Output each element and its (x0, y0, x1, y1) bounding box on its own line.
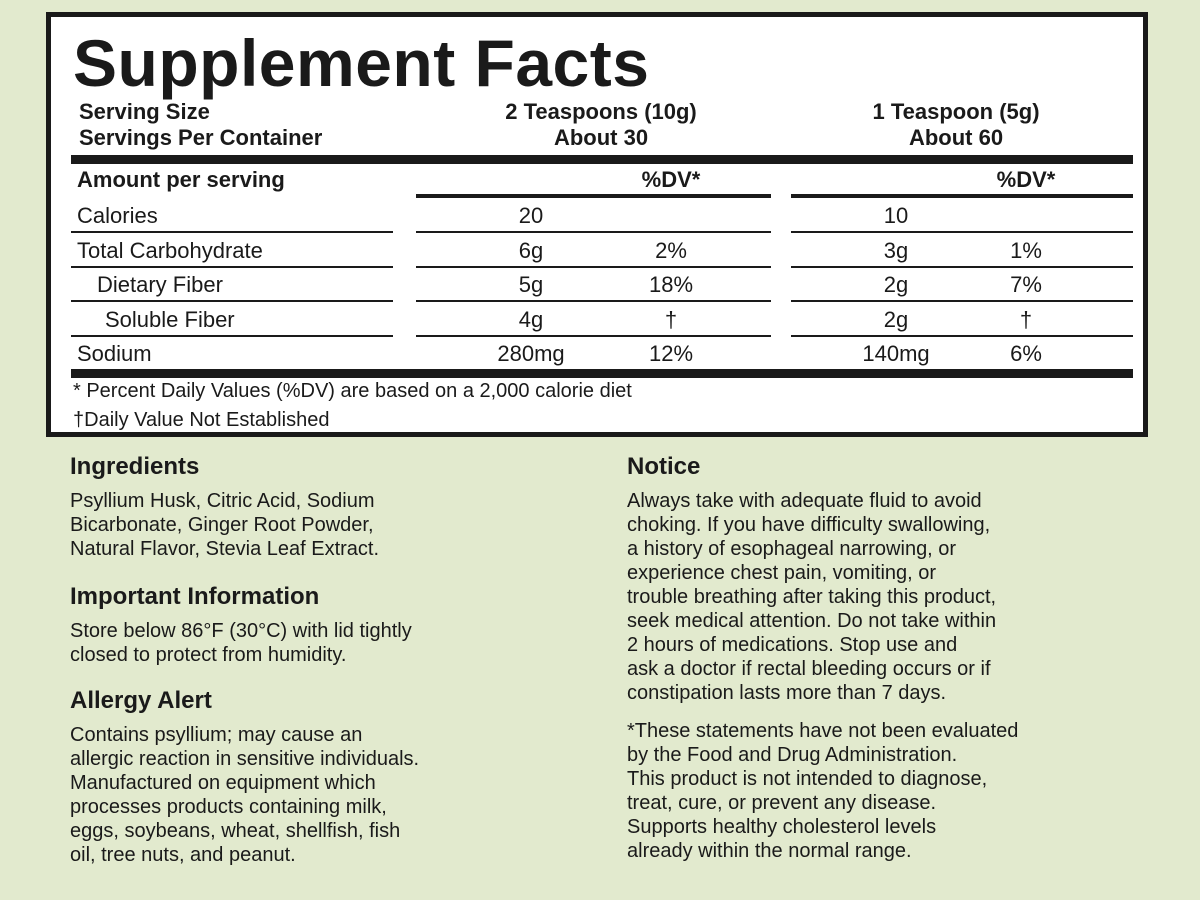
row-divider (791, 231, 1133, 233)
notice-line: constipation lasts more than 7 days. (627, 682, 947, 704)
notice-line: a history of esophageal narrowing, or (627, 538, 957, 560)
row-dietary-fiber-amount-col2: 2g (883, 272, 909, 297)
row-total-carbohydrate-dv-col1: 2% (655, 238, 687, 263)
row-sodium-dv-col2: 6% (1010, 341, 1042, 366)
dv-footnote: * Percent Daily Values (%DV) are based on a 2,000 calorie diet (73, 380, 632, 402)
allergy-alert-heading: Allergy Alert (70, 687, 212, 714)
row-divider (71, 300, 393, 302)
row-sodium-dv-col1: 12% (648, 341, 694, 366)
dagger-footnote: †Daily Value Not Established (73, 409, 330, 431)
notice-heading: Notice (627, 453, 701, 480)
row-divider (71, 266, 393, 268)
row-divider (416, 266, 771, 268)
row-divider (416, 300, 771, 302)
row-soluble-fiber-amount-col1: 4g (518, 307, 544, 332)
row-divider (791, 300, 1133, 302)
allergy-alert-line: allergic reaction in sensitive individuals. (70, 748, 420, 770)
notice-section (627, 453, 996, 705)
allergy-alert-line: eggs, soybeans, wheat, shellfish, fish (70, 820, 401, 842)
important-information-heading: Important Information (70, 583, 320, 610)
disclaimer-line: already within the normal range. (627, 840, 912, 862)
row-divider (416, 231, 771, 233)
row-sodium-amount-col2: 140mg (862, 341, 930, 366)
notice-line: 2 hours of medications. Stop use and (627, 634, 958, 656)
row-divider (791, 266, 1133, 268)
col2-dv-header: %DV* (996, 167, 1056, 192)
allergy-alert-line: processes products containing milk, (70, 796, 387, 818)
ingredients-line: Bicarbonate, Ginger Root Powder, (70, 514, 374, 536)
notice-line: choking. If you have difficulty swallowing, (627, 514, 991, 536)
servings-per-container-label: Servings Per Container (79, 125, 323, 150)
allergy-alert-line: Contains psyllium; may cause an (70, 724, 363, 746)
disclaimer-line: *These statements have not been evaluated (627, 720, 1019, 742)
supplement-facts-panel (46, 12, 1148, 437)
row-divider (416, 335, 771, 337)
notice-line: seek medical attention. Do not take within (627, 610, 997, 632)
notice-line: trouble breathing after taking this product, (627, 586, 997, 608)
row-divider (71, 335, 393, 337)
row-soluble-fiber-dv-col2: † (1019, 307, 1033, 332)
ingredients-section (70, 453, 379, 561)
allergy-alert-line: oil, tree nuts, and peanut. (70, 844, 296, 866)
disclaimer-line: Supports healthy cholesterol levels (627, 816, 937, 838)
row-total-carbohydrate-amount-col1: 6g (518, 238, 544, 263)
row-sodium-amount-col1: 280mg (497, 341, 565, 366)
notice-line: experience chest pain, vomiting, or (627, 562, 937, 584)
col1-header-rule (416, 194, 771, 198)
ingredients-heading: Ingredients (70, 453, 200, 480)
important-information-section (70, 583, 412, 667)
disclaimer-line: This product is not intended to diagnose, (627, 768, 988, 790)
row-soluble-fiber-amount-col2: 2g (883, 307, 909, 332)
serving-size-label: Serving Size (79, 99, 210, 124)
important-information-line: closed to protect from humidity. (70, 644, 347, 666)
row-divider (71, 231, 393, 233)
panel-title: Supplement Facts (73, 26, 650, 100)
row-divider (791, 335, 1133, 337)
col2-header-rule (791, 194, 1133, 198)
ingredients-line: Psyllium Husk, Citric Acid, Sodium (70, 490, 375, 512)
row-total-carbohydrate-label: Total Carbohydrate (77, 238, 263, 263)
disclaimer-line: treat, cure, or prevent any disease. (627, 792, 937, 814)
col1-serving-size: 2 Teaspoons (10g) (505, 99, 697, 124)
important-information-line: Store below 86°F (30°C) with lid tightly (70, 620, 412, 642)
fda-disclaimer (627, 719, 1018, 863)
col1-servings-per-container: About 30 (553, 125, 649, 150)
col1-dv-header: %DV* (641, 167, 701, 192)
allergy-alert-line: Manufactured on equipment which (70, 772, 376, 794)
amount-per-serving-label: Amount per serving (77, 167, 285, 192)
ingredients-line: Natural Flavor, Stevia Leaf Extract. (70, 538, 380, 560)
thick-rule (71, 369, 1133, 378)
notice-line: Always take with adequate fluid to avoid (627, 490, 982, 512)
col2-servings-per-container: About 60 (908, 125, 1004, 150)
notice-line: ask a doctor if rectal bleeding occurs or if (627, 658, 991, 680)
row-dietary-fiber-dv-col2: 7% (1010, 272, 1042, 297)
row-soluble-fiber-dv-col1: † (664, 307, 678, 332)
row-calories-label: Calories (77, 203, 158, 228)
row-total-carbohydrate-amount-col2: 3g (883, 238, 909, 263)
thick-rule (71, 155, 1133, 164)
col2-serving-size: 1 Teaspoon (5g) (872, 99, 1040, 124)
row-soluble-fiber-label: Soluble Fiber (105, 307, 235, 332)
row-calories-amount-col2: 10 (883, 203, 909, 228)
row-dietary-fiber-dv-col1: 18% (648, 272, 694, 297)
allergy-alert-section (70, 687, 419, 867)
row-dietary-fiber-label: Dietary Fiber (97, 272, 223, 297)
row-total-carbohydrate-dv-col2: 1% (1010, 238, 1042, 263)
row-dietary-fiber-amount-col1: 5g (518, 272, 544, 297)
row-sodium-label: Sodium (77, 341, 152, 366)
row-calories-amount-col1: 20 (518, 203, 544, 228)
disclaimer-line: by the Food and Drug Administration. (627, 744, 958, 766)
